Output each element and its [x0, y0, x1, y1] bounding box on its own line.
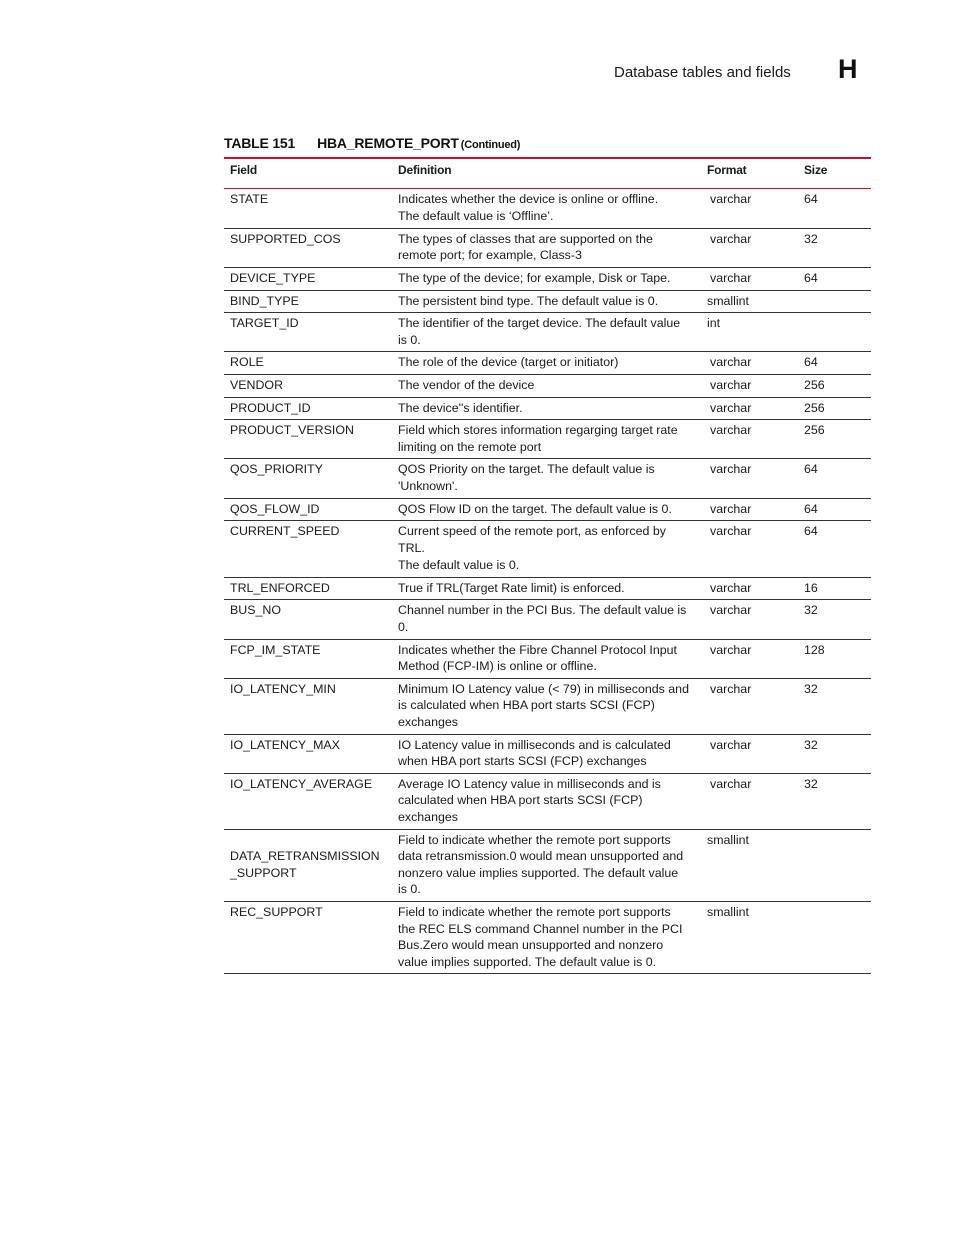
field-name-cell: BUS_NO — [224, 600, 392, 639]
format-cell: varchar — [700, 188, 798, 228]
table-row — [224, 901, 871, 973]
table-body — [224, 188, 871, 974]
definition-cell — [392, 734, 700, 773]
field-name-cell: TRL_ENFORCED — [224, 577, 392, 600]
definition-text: Indicates whether the device is online or offline. — [398, 191, 659, 206]
definition-text: Average IO Latency value in milliseconds and is calculated when HBA port starts SCSI (FCP) exchanges — [398, 776, 661, 824]
table-row — [224, 678, 871, 734]
table-caption — [224, 135, 520, 151]
size-cell: 64 — [798, 459, 871, 498]
definition-text: The role of the device (target or initiator) — [398, 355, 619, 370]
format-cell: varchar — [700, 577, 798, 600]
table-number: TABLE 151 — [224, 135, 296, 151]
size-cell — [798, 290, 871, 313]
size-cell — [798, 901, 871, 973]
column-header-size: Size — [798, 158, 871, 188]
format-cell: varchar — [700, 773, 798, 829]
definition-cell — [392, 374, 700, 397]
table-continued-label: (Continued) — [460, 139, 521, 151]
definition-text: Field to indicate whether the remote port supports the REC ELS command Channel number in the PCI Bus.Zero would mean unsupported and nonzero value implies supported. The default value is 0. — [398, 904, 683, 969]
table-row — [224, 352, 871, 375]
format-cell: varchar — [700, 267, 798, 290]
size-cell: 256 — [798, 397, 871, 420]
format-cell: varchar — [700, 397, 798, 420]
field-name-cell: IO_LATENCY_AVERAGE — [224, 773, 392, 829]
definition-text: QOS Flow ID on the target. The default value is 0. — [398, 501, 672, 516]
table-row — [224, 290, 871, 313]
definition-cell — [392, 420, 700, 459]
definition-cell — [392, 352, 700, 375]
format-cell: int — [700, 313, 798, 352]
size-cell — [798, 829, 871, 901]
format-cell: varchar — [700, 678, 798, 734]
definition-text: The identifier of the target device. The default value is 0. — [398, 316, 681, 347]
format-cell: varchar — [700, 600, 798, 639]
definition-cell — [392, 773, 700, 829]
size-cell: 32 — [798, 228, 871, 267]
size-cell: 256 — [798, 374, 871, 397]
hba-remote-port-table — [224, 157, 871, 974]
field-name-cell: CURRENT_SPEED — [224, 521, 392, 578]
definition-cell — [392, 577, 700, 600]
definition-text: The default value is 0. — [398, 558, 520, 573]
running-header-title: Database tables and fields — [614, 64, 791, 81]
size-cell: 256 — [798, 420, 871, 459]
field-name-cell: ROLE — [224, 352, 392, 375]
field-name-cell: DATA_RETRANSMISSION_SUPPORT — [224, 829, 392, 901]
field-name-cell: SUPPORTED_COS — [224, 228, 392, 267]
definition-text: True if TRL(Target Rate limit) is enforced. — [398, 580, 625, 595]
definition-cell — [392, 678, 700, 734]
definition-cell — [392, 290, 700, 313]
definition-cell — [392, 459, 700, 498]
column-header-format: Format — [700, 158, 798, 188]
table-row — [224, 734, 871, 773]
definition-text: The type of the device; for example, Disk or Tape. — [398, 270, 671, 285]
table-row — [224, 498, 871, 521]
table-row — [224, 397, 871, 420]
size-cell: 32 — [798, 600, 871, 639]
appendix-letter: H — [838, 54, 858, 84]
definition-text: Minimum IO Latency value (< 79) in milliseconds and is calculated when HBA port starts SCSI (FCP) exchanges — [398, 681, 689, 730]
format-cell: varchar — [700, 734, 798, 773]
table-row — [224, 374, 871, 397]
column-header-definition: Definition — [392, 158, 700, 188]
table-row — [224, 521, 871, 578]
format-cell: smallint — [700, 290, 798, 313]
format-cell: varchar — [700, 352, 798, 375]
definition-text: Field to indicate whether the remote port supports data retransmission.0 would mean unsupported and nonzero value implies supported. The default value is 0. — [398, 832, 684, 897]
format-cell: varchar — [700, 459, 798, 498]
definition-text: QOS Priority on the target. The default value is 'Unknown'. — [398, 462, 655, 493]
field-name-cell: DEVICE_TYPE — [224, 267, 392, 290]
size-cell: 64 — [798, 188, 871, 228]
table-row — [224, 313, 871, 352]
definition-cell — [392, 267, 700, 290]
size-cell: 64 — [798, 267, 871, 290]
table-row — [224, 773, 871, 829]
size-cell: 32 — [798, 773, 871, 829]
field-name-cell: PRODUCT_ID — [224, 397, 392, 420]
size-cell — [798, 313, 871, 352]
definition-text: The default value is ‘Offline’. — [398, 209, 554, 224]
definition-cell — [392, 313, 700, 352]
definition-cell — [392, 901, 700, 973]
definition-cell — [392, 498, 700, 521]
definition-text: Current speed of the remote port, as enforced by TRL. — [398, 524, 666, 555]
table-header-row — [224, 158, 871, 188]
format-cell: varchar — [700, 639, 798, 678]
definition-text: Channel number in the PCI Bus. The default value is 0. — [398, 603, 687, 635]
definition-cell — [392, 397, 700, 420]
definition-text: The vendor of the device — [398, 377, 535, 392]
column-header-field: Field — [224, 158, 392, 188]
size-cell: 64 — [798, 498, 871, 521]
definition-text: Field which stores information regarging target rate limiting on the remote port — [398, 423, 678, 454]
size-cell: 128 — [798, 639, 871, 678]
size-cell: 32 — [798, 734, 871, 773]
format-cell: varchar — [700, 521, 798, 578]
definition-text: The device''s identifier. — [398, 400, 523, 415]
field-name-cell: REC_SUPPORT — [224, 901, 392, 973]
definition-text: Indicates whether the Fibre Channel Protocol Input Method (FCP-IM) is online or offline. — [398, 642, 677, 674]
definition-cell — [392, 228, 700, 267]
format-cell: varchar — [700, 374, 798, 397]
table-name: HBA_REMOTE_PORT — [317, 135, 459, 151]
format-cell: varchar — [700, 420, 798, 459]
field-name-cell: STATE — [224, 188, 392, 228]
field-name-cell: FCP_IM_STATE — [224, 639, 392, 678]
size-cell: 32 — [798, 678, 871, 734]
definition-cell — [392, 829, 700, 901]
definition-cell — [392, 521, 700, 578]
format-cell: smallint — [700, 829, 798, 901]
field-name-cell: TARGET_ID — [224, 313, 392, 352]
table-row — [224, 420, 871, 459]
size-cell: 16 — [798, 577, 871, 600]
definition-cell — [392, 600, 700, 639]
definition-text: The persistent bind type. The default value is 0. — [398, 293, 659, 308]
definition-text: The types of classes that are supported on the remote port; for example, Class-3 — [398, 231, 653, 263]
format-cell: varchar — [700, 228, 798, 267]
table-row — [224, 267, 871, 290]
table-row — [224, 577, 871, 600]
table-row — [224, 829, 871, 901]
size-cell: 64 — [798, 521, 871, 578]
field-name-cell: BIND_TYPE — [224, 290, 392, 313]
table-row — [224, 188, 871, 228]
table-row — [224, 459, 871, 498]
table-row — [224, 639, 871, 678]
field-name-cell: QOS_FLOW_ID — [224, 498, 392, 521]
format-cell: varchar — [700, 498, 798, 521]
definition-cell — [392, 188, 700, 228]
field-name-cell: IO_LATENCY_MIN — [224, 678, 392, 734]
size-cell: 64 — [798, 352, 871, 375]
table-row — [224, 600, 871, 639]
table-row — [224, 228, 871, 267]
format-cell: smallint — [700, 901, 798, 973]
definition-cell — [392, 639, 700, 678]
field-name-cell: VENDOR — [224, 374, 392, 397]
field-name-cell: PRODUCT_VERSION — [224, 420, 392, 459]
field-name-cell: QOS_PRIORITY — [224, 459, 392, 498]
field-name-cell: IO_LATENCY_MAX — [224, 734, 392, 773]
definition-text: IO Latency value in milliseconds and is calculated when HBA port starts SCSI (FCP) exchanges — [398, 737, 671, 769]
